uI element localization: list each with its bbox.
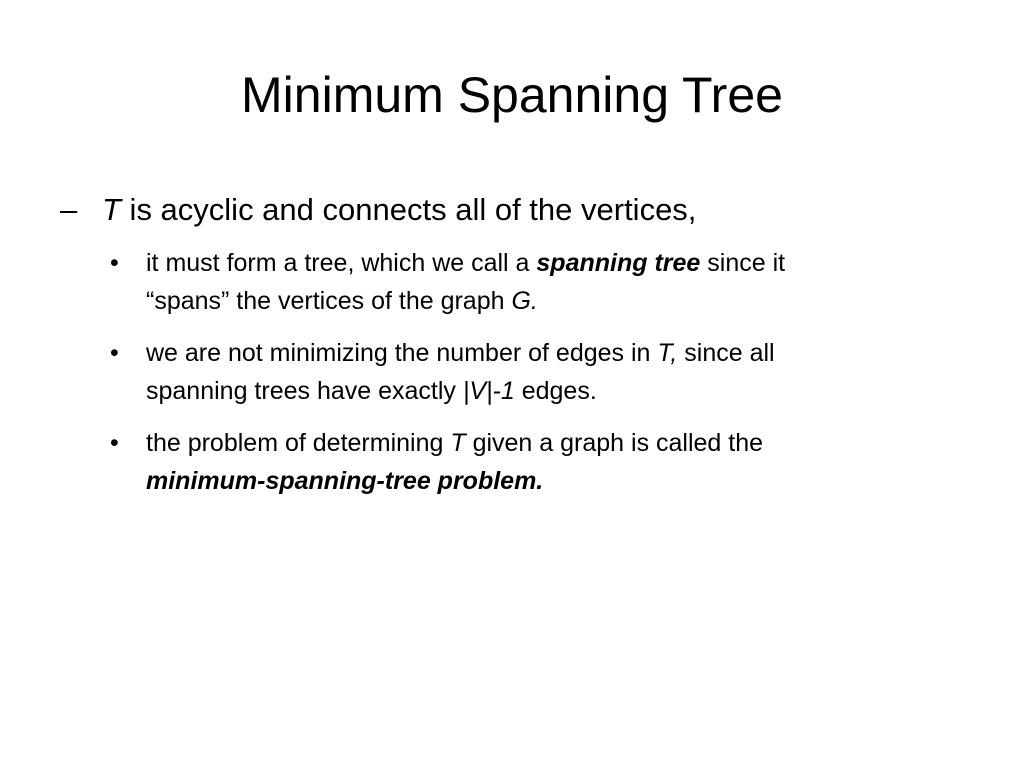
bullet-icon: • (110, 339, 119, 367)
text-run: we are not minimizing the number of edges in (146, 339, 658, 367)
sub-point-problem-name (106, 424, 966, 500)
text-run: the problem of determining (146, 429, 451, 457)
term-spanning-tree: spanning tree (536, 249, 701, 277)
text-run: it must form a tree, which we call a (146, 249, 537, 277)
text-run: edges. (514, 377, 597, 405)
sub-point-line (146, 424, 966, 462)
variable-t: T (102, 192, 121, 227)
bullet-icon: • (110, 429, 119, 457)
variable-g: G. (511, 287, 538, 315)
sub-point-line (146, 334, 966, 372)
bullet-icon: • (110, 249, 119, 277)
sub-point-line (146, 372, 966, 410)
term-mst-problem: minimum-spanning-tree problem. (146, 467, 544, 495)
text-run: spanning trees have exactly (146, 377, 463, 405)
sub-point-spanning-tree (106, 244, 966, 320)
sub-point-edge-count (106, 334, 966, 410)
slide-title: Minimum Spanning Tree (241, 67, 783, 123)
dash-bullet: – (60, 192, 78, 227)
sub-point-line (146, 282, 966, 320)
sub-point-list (106, 244, 966, 514)
sub-point-line (146, 462, 966, 500)
text-run: given a graph is called the (465, 429, 764, 457)
sub-point-line (146, 244, 966, 282)
main-point (60, 190, 960, 230)
formula-v-minus-1: |V|-1 (462, 377, 515, 405)
main-point-text: is acyclic and connects all of the vertices, (120, 192, 697, 227)
variable-t: T, (657, 339, 678, 367)
text-run: “spans” the vertices of the graph (146, 287, 512, 315)
text-run: since all (677, 339, 775, 367)
variable-t: T (450, 429, 466, 457)
text-run: since it (700, 249, 786, 277)
